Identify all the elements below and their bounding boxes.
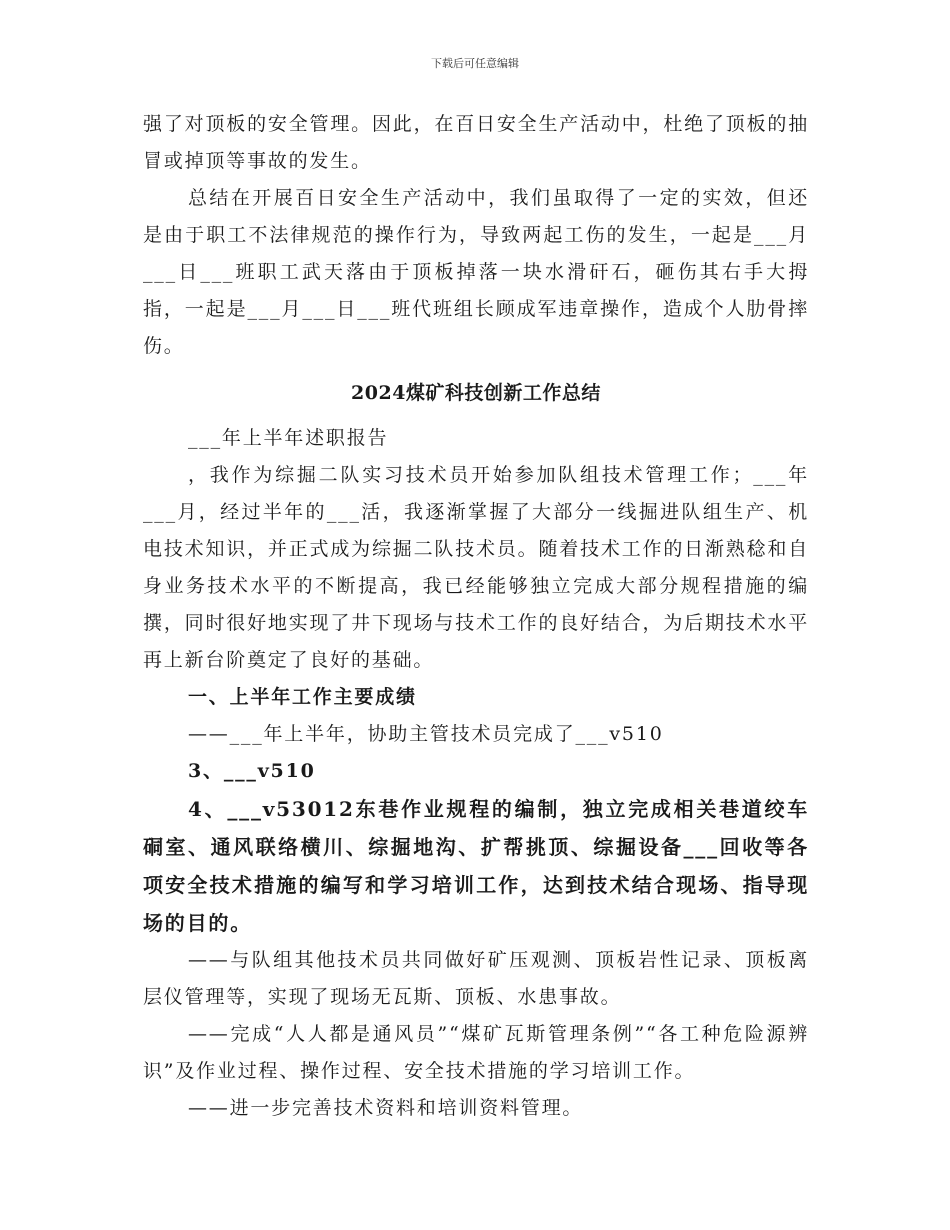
- paragraph-3: ___年上半年述职报告: [188, 427, 389, 449]
- paragraph-7: 4、___v53012东巷作业规程的编制，独立完成相关巷道绞车硐室、通风联络横川、综掘地沟、扩帮挑顶、综掘设备___回收等各项安全技术措施的编写和学习培训工作，达到技术结合现场、指导现场的目的。: [143, 797, 809, 935]
- section-title: 2024煤矿科技创新工作总结: [351, 382, 601, 404]
- paragraph-5: ——___年上半年，协助主管技术员完成了___v510: [188, 723, 664, 745]
- header-note: 下载后可任意编辑: [431, 57, 519, 70]
- paragraph-9: ——完成“人人都是通风员”“煤矿瓦斯管理条例”“各工种危险源辨识”及作业过程、操作过程、安全技术措施的学习培训工作。: [143, 1023, 809, 1082]
- heading-1: 一、上半年工作主要成绩: [188, 686, 417, 708]
- paragraph-4: ，我作为综掘二队实习技术员开始参加队组技术管理工作；___年___月，经过半年的___活，我逐渐掌握了大部分一线掘进队组生产、机电技术知识，并正式成为综掘二队技术员。随着技术工作的日渐熟稔和自身业务技术水平的不断提高，我已经能够独立完成大部分规程措施的编撰，同时很好地实现了井下现场与技术工作的良好结合，为后期技术水平再上新台阶奠定了良好的基础。: [143, 464, 809, 671]
- paragraph-2: 总结在开展百日安全生产活动中，我们虽取得了一定的实效，但还是由于职工不法律规范的操作行为，导致两起工伤的发生，一起是___月___日___班职工武天落由于顶板掉落一块水滑矸石，砸伤其右手大拇指，一起是___月___日___班代班组长顾成军违章操作，造成个人肋骨摔伤。: [143, 187, 809, 357]
- paragraph-8: ——与队组其他技术员共同做好矿压观测、顶板岩性记录、顶板离层仪管理等，实现了现场无瓦斯、顶板、水患事故。: [143, 949, 809, 1008]
- paragraph-1: 强了对顶板的安全管理。因此，在百日安全生产活动中，杜绝了顶板的抽冒或掉顶等事故的发生。: [143, 113, 809, 172]
- paragraph-10: ——进一步完善技术资料和培训资料管理。: [188, 1097, 584, 1119]
- document-body: [143, 106, 809, 1127]
- paragraph-6: 3、___v510: [188, 760, 316, 782]
